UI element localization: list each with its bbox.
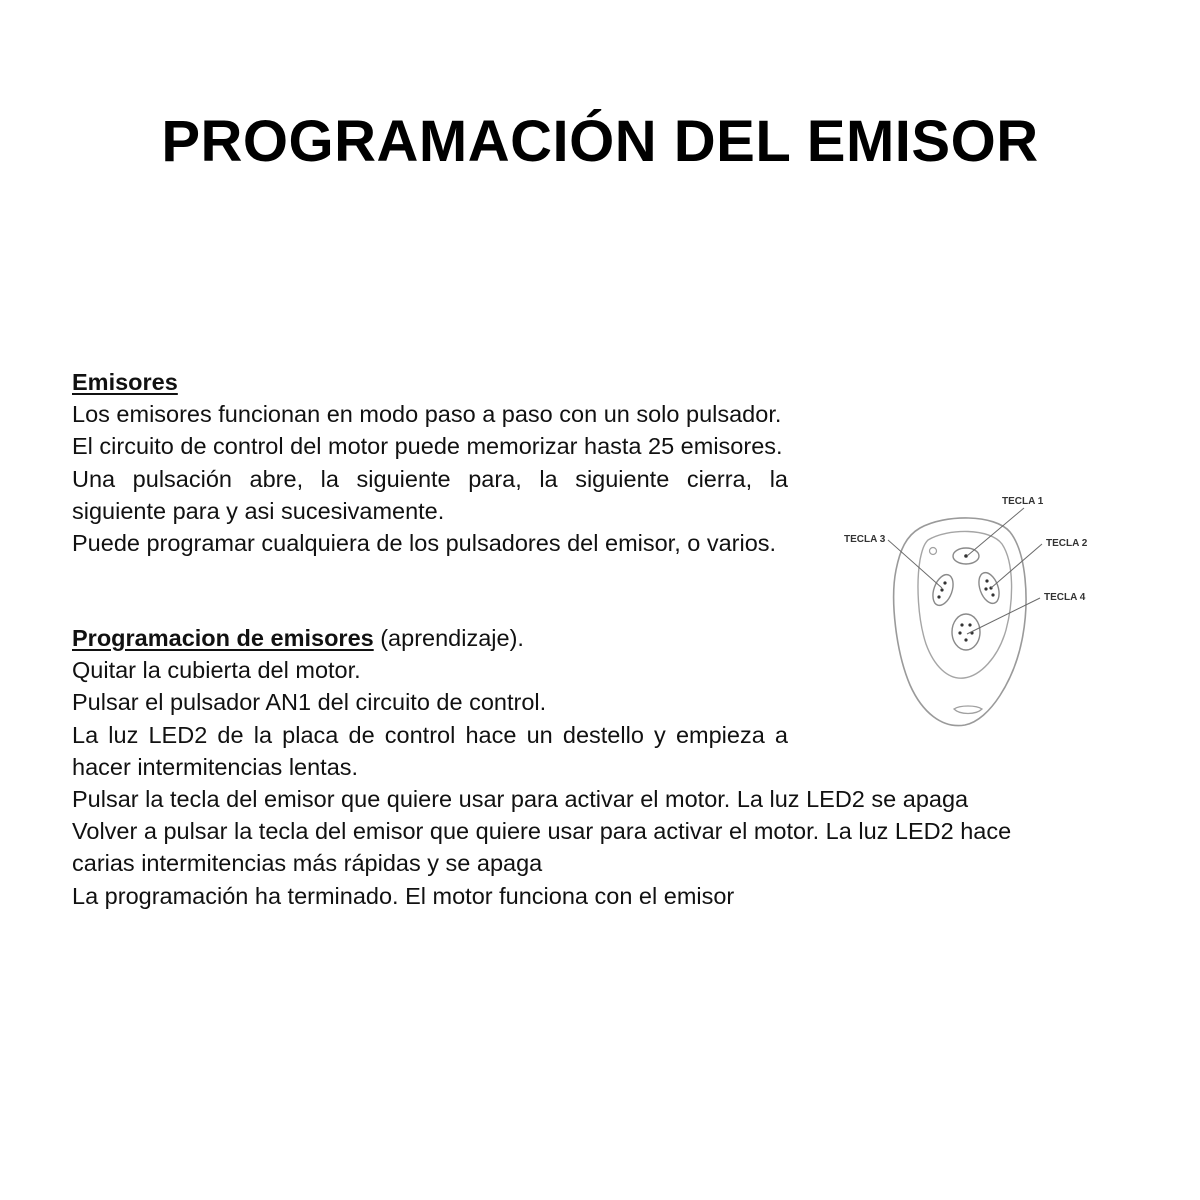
text-paragraph: La luz LED2 de la placa de control hace un destello y empieza a hacer intermitencias lentas. <box>72 721 788 780</box>
leader-line-tecla-2 <box>991 544 1042 588</box>
tecla-4-button <box>952 614 980 650</box>
step-line: Volver a pulsar la tecla del emisor que quiere usar para activar el motor. La luz LED2 hace <box>72 818 1012 845</box>
tecla-3-label: TECLA 3 <box>844 534 886 545</box>
text-line: El circuito de control del motor puede memorizar hasta 25 emisores. <box>72 433 783 460</box>
section-emisores <box>72 366 788 559</box>
button-panel-outline <box>918 531 1012 678</box>
step-line: Pulsar la tecla del emisor que quiere usar para activar el motor. La luz LED2 se apaga <box>72 786 969 813</box>
text-paragraph: Una pulsación abre, la siguiente para, la siguiente cierra, la siguiente para y asi sucesivamente. <box>72 465 788 524</box>
led-slot-icon <box>954 706 982 714</box>
text-paragraph: Puede programar cualquiera de los pulsadores del emisor, o varios. <box>72 530 777 557</box>
tecla-2-button <box>975 570 1003 606</box>
indicator-ring-icon <box>930 548 937 555</box>
section-heading-programacion: Programacion de emisores <box>72 625 374 651</box>
text-line: Los emisores funcionan en modo paso a paso con un solo pulsador. <box>72 401 782 428</box>
remote-control-drawing <box>830 480 1120 740</box>
tecla-2-label: TECLA 2 <box>1046 538 1088 549</box>
page-title: PROGRAMACIÓN DEL EMISOR <box>161 109 1039 174</box>
step-line: Pulsar el pulsador AN1 del circuito de control. <box>72 689 547 716</box>
step-line: carias intermitencias más rápidas y se apaga <box>72 850 543 877</box>
step-line: Quitar la cubierta del motor. <box>72 657 361 684</box>
leader-line-tecla-4 <box>967 598 1040 634</box>
section-heading-emisores: Emisores <box>72 369 178 395</box>
section-heading-suffix: (aprendizaje). <box>373 625 524 651</box>
remote-control-diagram <box>830 480 1120 740</box>
tecla-4-label: TECLA 4 <box>1044 592 1086 603</box>
tecla-1-label: TECLA 1 <box>1002 496 1044 507</box>
step-line: La programación ha terminado. El motor funciona con el emisor <box>72 882 735 909</box>
